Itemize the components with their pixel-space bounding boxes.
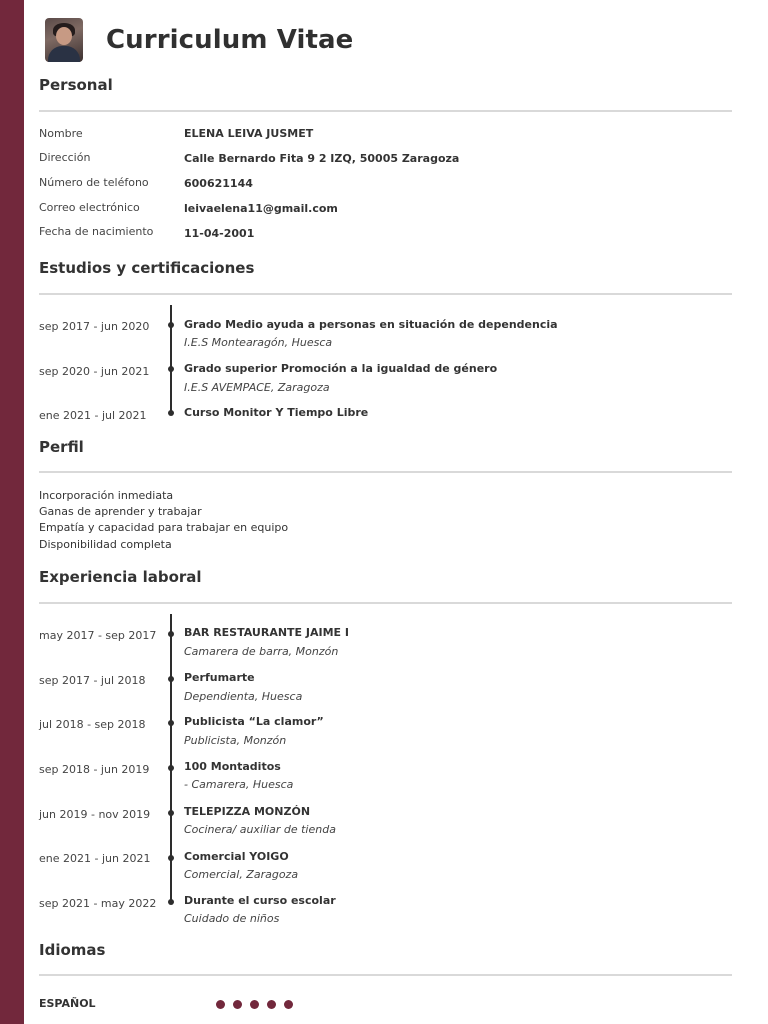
profile-photo [45, 18, 83, 62]
personal-label-address: Dirección [39, 151, 91, 164]
section-title-idiomas: Idiomas [39, 941, 106, 959]
cv-header [45, 17, 353, 63]
personal-label-name: Nombre [39, 127, 83, 140]
experiencia-date: sep 2021 - may 2022 [39, 897, 157, 910]
estudios-date: ene 2021 - jul 2021 [39, 409, 147, 422]
personal-value-birthdate: 11-04-2001 [184, 227, 255, 240]
experiencia-employer: Durante el curso escolar [184, 894, 336, 907]
section-title-personal: Personal [39, 76, 113, 94]
photo-body [48, 46, 80, 62]
timeline-dot [168, 631, 174, 637]
section-divider [39, 974, 732, 976]
timeline-dot [168, 855, 174, 861]
experiencia-date: may 2017 - sep 2017 [39, 629, 157, 642]
language-level-dot [284, 1000, 293, 1009]
section-divider [39, 602, 732, 604]
accent-sidebar [0, 0, 24, 1024]
estudios-title: Grado Medio ayuda a personas en situación de dependencia [184, 318, 558, 331]
photo-face [56, 27, 72, 45]
estudios-date: sep 2017 - jun 2020 [39, 320, 150, 333]
experiencia-date: ene 2021 - jun 2021 [39, 852, 151, 865]
profile-line: Empatía y capacidad para trabajar en equipo [39, 521, 289, 534]
estudios-date: sep 2020 - jun 2021 [39, 365, 150, 378]
experiencia-employer: 100 Montaditos [184, 760, 281, 773]
cv-page [39, 0, 732, 1024]
language-level-rating [216, 1000, 293, 1009]
experiencia-date: sep 2018 - jun 2019 [39, 763, 150, 776]
experiencia-role: Cuidado de niños [184, 912, 280, 925]
language-level-dot [233, 1000, 242, 1009]
profile-line: Disponibilidad completa [39, 538, 172, 551]
timeline-dot [168, 720, 174, 726]
timeline-dot [168, 366, 174, 372]
experiencia-role: - Camarera, Huesca [184, 778, 294, 791]
personal-value-email: leivaelena11@gmail.com [184, 202, 338, 215]
estudios-institution: I.E.S AVEMPACE, Zaragoza [184, 381, 330, 394]
estudios-institution: I.E.S Montearagón, Huesca [184, 336, 333, 349]
personal-value-address: Calle Bernardo Fita 9 2 IZQ, 50005 Zaragoza [184, 152, 460, 165]
timeline-dot [168, 322, 174, 328]
estudios-title: Curso Monitor Y Tiempo Libre [184, 406, 369, 419]
experiencia-role: Publicista, Monzón [184, 734, 287, 747]
personal-value-name: ELENA LEIVA JUSMET [184, 127, 314, 140]
timeline-dot [168, 410, 174, 416]
experiencia-date: jun 2019 - nov 2019 [39, 808, 151, 821]
timeline-dot [168, 676, 174, 682]
personal-label-phone: Número de teléfono [39, 176, 149, 189]
estudios-title: Grado superior Promoción a la igualdad de género [184, 362, 498, 375]
timeline-dot [168, 899, 174, 905]
language-level-dot [267, 1000, 276, 1009]
experiencia-employer: BAR RESTAURANTE JAIME I [184, 626, 349, 639]
profile-line: Ganas de aprender y trabajar [39, 505, 202, 518]
experiencia-employer: Perfumarte [184, 671, 255, 684]
language-level-dot [250, 1000, 259, 1009]
experiencia-employer: Publicista “La clamor” [184, 715, 324, 728]
experiencia-role: Comercial, Zaragoza [184, 868, 299, 881]
experiencia-role: Dependienta, Huesca [184, 690, 303, 703]
experiencia-employer: Comercial YOIGO [184, 850, 289, 863]
timeline-dot [168, 810, 174, 816]
page-title: Curriculum Vitae [106, 25, 354, 55]
section-divider [39, 293, 732, 295]
timeline-dot [168, 765, 174, 771]
profile-line: Incorporación inmediata [39, 489, 174, 502]
section-divider [39, 110, 732, 112]
personal-value-phone: 600621144 [184, 177, 253, 190]
personal-label-birthdate: Fecha de nacimiento [39, 225, 154, 238]
experiencia-date: sep 2017 - jul 2018 [39, 674, 146, 687]
experiencia-role: Camarera de barra, Monzón [184, 645, 339, 658]
language-name: ESPAÑOL [39, 997, 96, 1010]
section-title-experiencia: Experiencia laboral [39, 568, 202, 586]
language-level-dot [216, 1000, 225, 1009]
experiencia-employer: TELEPIZZA MONZÓN [184, 805, 311, 818]
experiencia-date: jul 2018 - sep 2018 [39, 718, 146, 731]
section-divider [39, 471, 732, 473]
section-title-perfil: Perfil [39, 438, 84, 456]
experiencia-role: Cocinera/ auxiliar de tienda [184, 823, 336, 836]
personal-label-email: Correo electrónico [39, 201, 140, 214]
section-title-estudios: Estudios y certificaciones [39, 259, 255, 277]
